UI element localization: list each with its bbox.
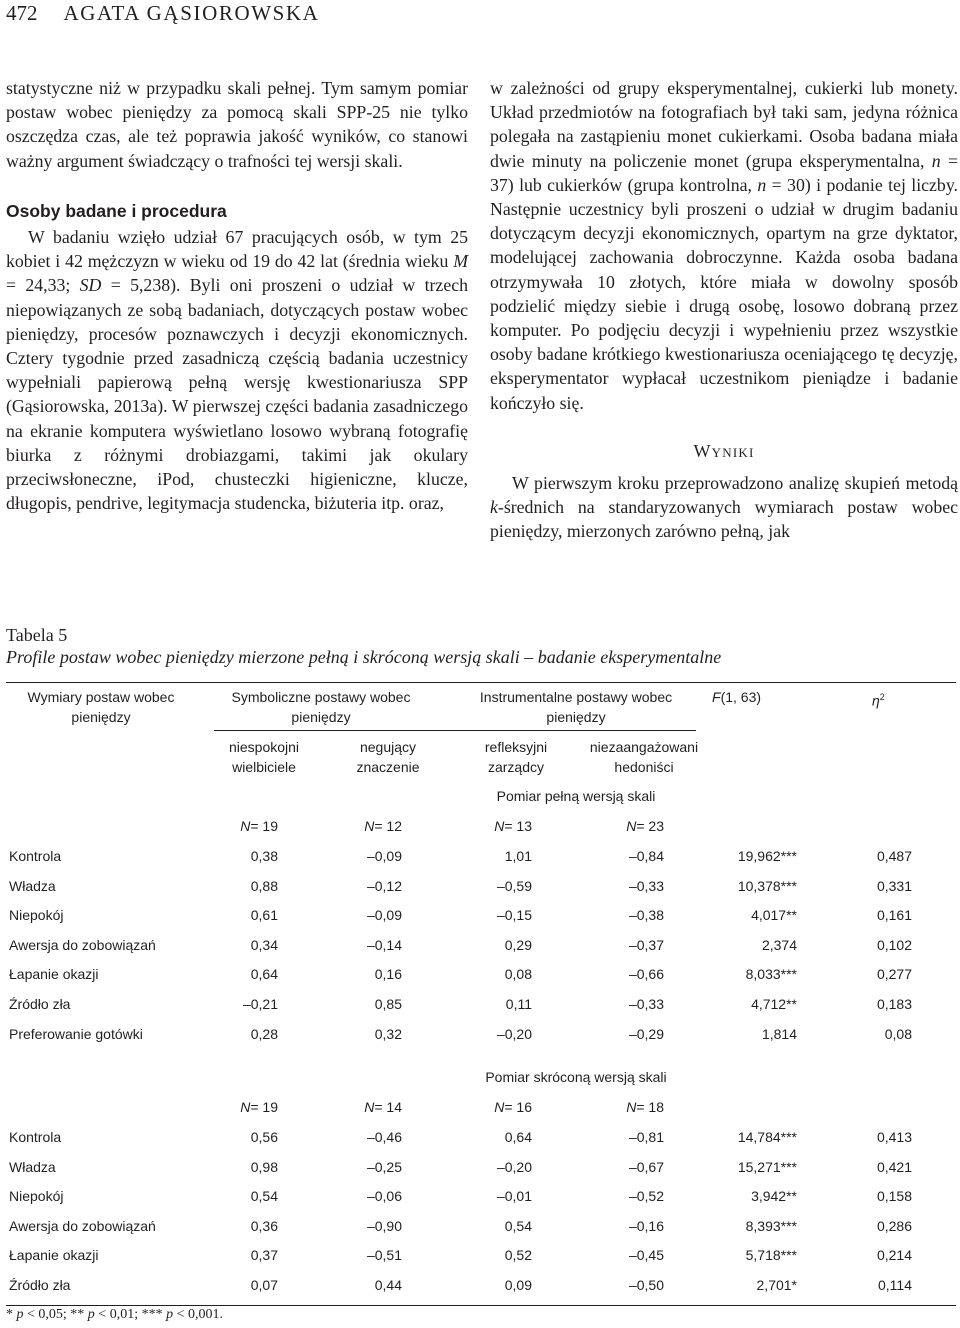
table-cell: –0,90 <box>366 1217 402 1234</box>
table-label: Tabela 5 <box>6 625 68 645</box>
table-cell: –0,21 <box>242 996 278 1012</box>
table-cell: –0,29 <box>628 1025 664 1042</box>
table-cell: –0,20 <box>496 1158 532 1175</box>
symbolic-header <box>216 687 426 727</box>
header-line: refleksyjni <box>484 739 548 755</box>
table-cell: 0,52 <box>504 1247 532 1264</box>
table-cell: 0,09 <box>504 1277 532 1293</box>
left-column <box>6 76 468 515</box>
table-cell: 0,183 <box>876 996 912 1012</box>
text-run: W pierwszym kroku przeprowadzono analizę skupień metodą <box>512 473 958 494</box>
text-run: M <box>453 251 468 272</box>
row-label: Preferowanie gotówki <box>9 1025 143 1042</box>
table-cell: 1,814 <box>761 1025 797 1042</box>
table-cell: 3,942** <box>751 1188 797 1205</box>
n-value: = 13 <box>504 818 532 834</box>
table-cell: 0,61 <box>250 907 278 924</box>
table-cell: –0,66 <box>628 966 664 983</box>
text-run: < 0,05; ** <box>23 1307 88 1322</box>
n-value: = 16 <box>504 1099 532 1115</box>
text-run: n <box>931 150 941 171</box>
header-line: hedoniści <box>614 759 674 775</box>
text-run: n <box>757 174 767 195</box>
text-run: < 0,001. <box>173 1307 223 1322</box>
running-author: AGATA GĄSIOROWSKA <box>63 1 320 25</box>
row-label: Łapanie okazji <box>9 966 99 983</box>
n-symbol: N <box>240 818 251 834</box>
table-cell: –0,09 <box>366 848 402 864</box>
n-symbol: N <box>240 1099 251 1115</box>
eta-superscript: 2 <box>879 692 885 702</box>
table-cell: 0,64 <box>504 1129 532 1145</box>
n-symbol: N <box>364 818 375 834</box>
table-cell: –0,45 <box>628 1247 664 1264</box>
row-label: Niepokój <box>9 1188 64 1205</box>
table-cell: –0,15 <box>496 907 532 924</box>
text-run: * <box>6 1307 17 1322</box>
paragraph: statystyczne niż w przypadku skali pełnej. Tym samym pomiar postaw wobec pieniędzy za pomocą skali SPP-25 nie tylko oszczędza czas, ale też poprawia jakość wyników, co stanowi ważny argument świadczący o trafności tej wersji skali. <box>6 78 468 171</box>
table-cell: 5,718*** <box>745 1247 797 1264</box>
table-cell: 0,214 <box>876 1247 912 1264</box>
table-cell: –0,46 <box>366 1129 402 1145</box>
n-symbol: N <box>626 818 637 834</box>
table-cell: –0,25 <box>366 1158 402 1175</box>
table-cell: 0,158 <box>876 1188 912 1205</box>
text-run: p <box>16 1307 24 1322</box>
row-label: Kontrola <box>9 848 62 864</box>
n-count <box>322 1097 402 1117</box>
group-header <box>579 737 709 777</box>
table-cell: –0,84 <box>628 848 664 864</box>
eta-symbol: η <box>872 692 880 709</box>
n-value: = 14 <box>374 1099 402 1115</box>
n-count <box>584 1097 664 1117</box>
table-cell: 4,712** <box>751 996 797 1012</box>
table-cell: 0,32 <box>374 1025 402 1042</box>
text-run: < 0,01; *** <box>94 1307 167 1322</box>
table-cell: 0,08 <box>504 966 532 983</box>
table-cell: 0,08 <box>884 1025 912 1042</box>
dimension-header <box>6 687 196 727</box>
paragraph <box>490 471 958 544</box>
section-heading: Wyniki <box>693 440 755 461</box>
n-symbol: N <box>494 1099 505 1115</box>
table-title: Profile postaw wobec pieniędzy mierzone pełną i skróconą wersją skali – badanie eksperymentalne <box>6 647 722 667</box>
n-count <box>198 816 278 836</box>
paragraph <box>6 225 468 515</box>
header-line: pieniędzy <box>291 709 351 725</box>
table-cell: 0,161 <box>876 907 912 924</box>
row-label: Awersja do zobowiązań <box>9 936 156 953</box>
header-line: Symboliczne postawy wobec <box>231 689 411 705</box>
instrumental-header <box>461 687 691 727</box>
text-run: = 30) i podanie tej liczby. Następnie uczestnicy byli proszeni o udział w drugim badaniu dotyczącym decyzji ekonomicznych, opartym na grze dyktator, modelującej zachowania dobroczynne. Każda osoba badana otrzymywała 10 złotych, które miała w dowolny sposób podzielić między siebie i drugą osobę, losowo dobraną przez komputer. Po podjęciu decyzji i wypełnieniu przez wszystkie osoby badane krótkiego kwestionariusza oceniającego tę decyzję, eksperymentator wypłacał uczestnikom pieniądze i badanie kończyło się. <box>490 174 959 413</box>
table-cell: 0,64 <box>250 966 278 983</box>
row-label: Kontrola <box>9 1129 62 1145</box>
group-header <box>451 737 581 777</box>
text-run: = 5,238). Byli oni proszeni o udział w trzech niepowiązanych ze sobą badaniach, dotyczących postaw wobec pieniędzy, procesów poznawczych i decyzji ekonomicznych. Cztery tygodnie przed zasadniczą częścią badania uczestnicy wypełniali papierową pełną wersję kwestionariusza SPP (Gąsiorowska, 2013a). W pierwszej części badania zasadniczego na ekranie komputera wyświetlano losowo wybraną fotografię biurka z różnymi drobiazgami, takimi jak okulary przeciwsłoneczne, iPod, chusteczki higieniczne, klucze, długopis, pendrive, legitymacja studencka, biżuteria itp. oraz, <box>6 275 468 514</box>
table-cell: –0,50 <box>628 1277 664 1293</box>
table-cell: –0,37 <box>628 936 664 953</box>
table-cell: 0,421 <box>876 1158 912 1175</box>
text-run: = 24,33; <box>6 275 80 296</box>
n-count <box>452 1097 532 1117</box>
header-line: Instrumentalne postawy wobec <box>479 689 673 705</box>
text-run: p <box>87 1307 95 1322</box>
n-count <box>584 816 664 836</box>
table-cell: –0,38 <box>628 907 664 924</box>
table-cell: 0,44 <box>374 1277 402 1293</box>
table-cell: 0,54 <box>250 1188 278 1205</box>
header-line: zarządcy <box>487 759 545 775</box>
table-cell: –0,67 <box>628 1158 664 1175</box>
n-value: = 12 <box>374 818 402 834</box>
table-top-rule <box>6 682 956 683</box>
table-cell: 19,962*** <box>737 848 797 864</box>
row-label: Władza <box>9 877 56 894</box>
table-cell: 0,07 <box>250 1277 278 1293</box>
f-header <box>712 687 761 707</box>
row-label: Źródło zła <box>9 996 71 1012</box>
n-symbol: N <box>494 818 505 834</box>
table-cell: 0,114 <box>878 1277 912 1293</box>
group-rule <box>214 730 696 731</box>
table-footnote <box>6 1306 223 1324</box>
table-cell: –0,81 <box>628 1129 664 1145</box>
group-header <box>199 737 329 777</box>
table-cell: 0,88 <box>250 877 278 894</box>
header-line: negujący <box>359 739 417 755</box>
table-cell: –0,14 <box>366 936 402 953</box>
row-label: Władza <box>9 1158 56 1175</box>
n-count <box>198 1097 278 1117</box>
text-run: = 37) lub cukierków (grupa kontrolna, <box>490 150 958 195</box>
table-cell: –0,06 <box>366 1188 402 1205</box>
n-count <box>452 816 532 836</box>
paragraph <box>490 76 958 415</box>
table-cell: –0,59 <box>496 877 532 894</box>
row-label: Łapanie okazji <box>9 1247 99 1264</box>
row-label: Niepokój <box>9 907 64 924</box>
table-cell: –0,33 <box>628 877 664 894</box>
n-value: = 18 <box>636 1099 664 1115</box>
table-cell: 2,374 <box>761 936 797 953</box>
row-label: Źródło zła <box>9 1277 71 1293</box>
table-cell: 0,56 <box>250 1129 278 1145</box>
n-symbol: N <box>364 1099 375 1115</box>
table-cell: 0,28 <box>250 1025 278 1042</box>
table-cell: –0,12 <box>366 877 402 894</box>
table-cell: –0,09 <box>366 907 402 924</box>
header-line: pieniędzy <box>71 709 131 725</box>
page-number: 472 <box>6 1 38 25</box>
n-value: = 19 <box>250 1099 278 1115</box>
right-column <box>490 76 958 544</box>
text-run: W badaniu wzięło udział 67 pracujących osób, w tym 25 kobiet i 42 mężczyzn w wieku od 19 do 42 lat (średnia wieku <box>6 227 468 272</box>
table-cell: –0,20 <box>496 1025 532 1042</box>
text-run: p <box>166 1307 174 1322</box>
running-header <box>6 0 319 26</box>
table-cell: –0,16 <box>628 1217 664 1234</box>
table-cell: 14,784*** <box>737 1129 797 1145</box>
table-cell: 0,54 <box>504 1217 532 1234</box>
text-run: w zależności od grupy eksperymentalnej, cukierki lub monety. Układ przedmiotów na fotografiach był taki sam, jedyna różnica polegała na zastąpieniu monet cukierkami. Osoba badana miała dwie minuty na policzenie monet (grupa eksperymentalna, <box>490 78 958 171</box>
table-cell: 0,37 <box>250 1247 278 1264</box>
table-cell: 2,701* <box>756 1277 797 1293</box>
group-header <box>323 737 453 777</box>
table-cell: 0,102 <box>876 936 912 953</box>
header-line: niezaangażowani <box>589 739 699 755</box>
table-cell: 1,01 <box>504 848 532 864</box>
header-line: znaczenie <box>356 759 420 775</box>
table-cell: 0,34 <box>250 936 278 953</box>
table-cell: –0,33 <box>628 996 664 1012</box>
f-df: (1, 63) <box>720 689 762 705</box>
table-caption <box>6 624 956 668</box>
table-cell: 0,98 <box>250 1158 278 1175</box>
table-cell: 0,11 <box>505 996 532 1012</box>
text-run: SD <box>79 275 102 296</box>
table-cell: 0,38 <box>250 848 278 864</box>
table-cell: –0,52 <box>628 1188 664 1205</box>
table-cell: 0,487 <box>876 848 912 864</box>
f-symbol: F <box>712 689 721 705</box>
section-title: Pomiar pełną wersją skali <box>496 788 656 804</box>
subheading: Osoby badane i procedura <box>6 200 227 221</box>
n-symbol: N <box>626 1099 637 1115</box>
text-run: k <box>490 497 498 518</box>
header-line: niespokojni <box>228 739 300 755</box>
header-line: wielbiciele <box>232 759 296 775</box>
n-value: = 23 <box>636 818 664 834</box>
table-cell: –0,01 <box>496 1188 532 1205</box>
text-run: -średnich na standaryzowanych wymiarach postaw wobec pieniędzy, mierzonych zarówno pełną, jak <box>490 497 958 542</box>
eta-header <box>872 687 885 711</box>
n-count <box>322 816 402 836</box>
table-cell: 0,16 <box>374 966 402 983</box>
n-value: = 19 <box>250 818 278 834</box>
header-line: pieniędzy <box>546 709 606 725</box>
table-cell: 10,378*** <box>737 877 797 894</box>
table-cell: 0,277 <box>876 966 912 983</box>
table-cell: 0,29 <box>504 936 532 953</box>
table-cell: 15,271*** <box>737 1158 797 1175</box>
table-cell: 8,033*** <box>745 966 797 983</box>
row-label: Awersja do zobowiązań <box>9 1217 156 1234</box>
table-cell: 0,36 <box>250 1217 278 1234</box>
table-cell: 4,017** <box>751 907 797 924</box>
table-cell: 0,331 <box>876 877 912 894</box>
table-cell: 0,286 <box>876 1217 912 1234</box>
table-cell: –0,51 <box>366 1247 402 1264</box>
table-cell: 0,85 <box>374 996 402 1012</box>
section-title: Pomiar skróconą wersją skali <box>485 1069 667 1085</box>
table-cell: 0,413 <box>876 1129 912 1145</box>
header-line: Wymiary postaw wobec <box>27 689 175 705</box>
table-cell: 8,393*** <box>745 1217 797 1234</box>
